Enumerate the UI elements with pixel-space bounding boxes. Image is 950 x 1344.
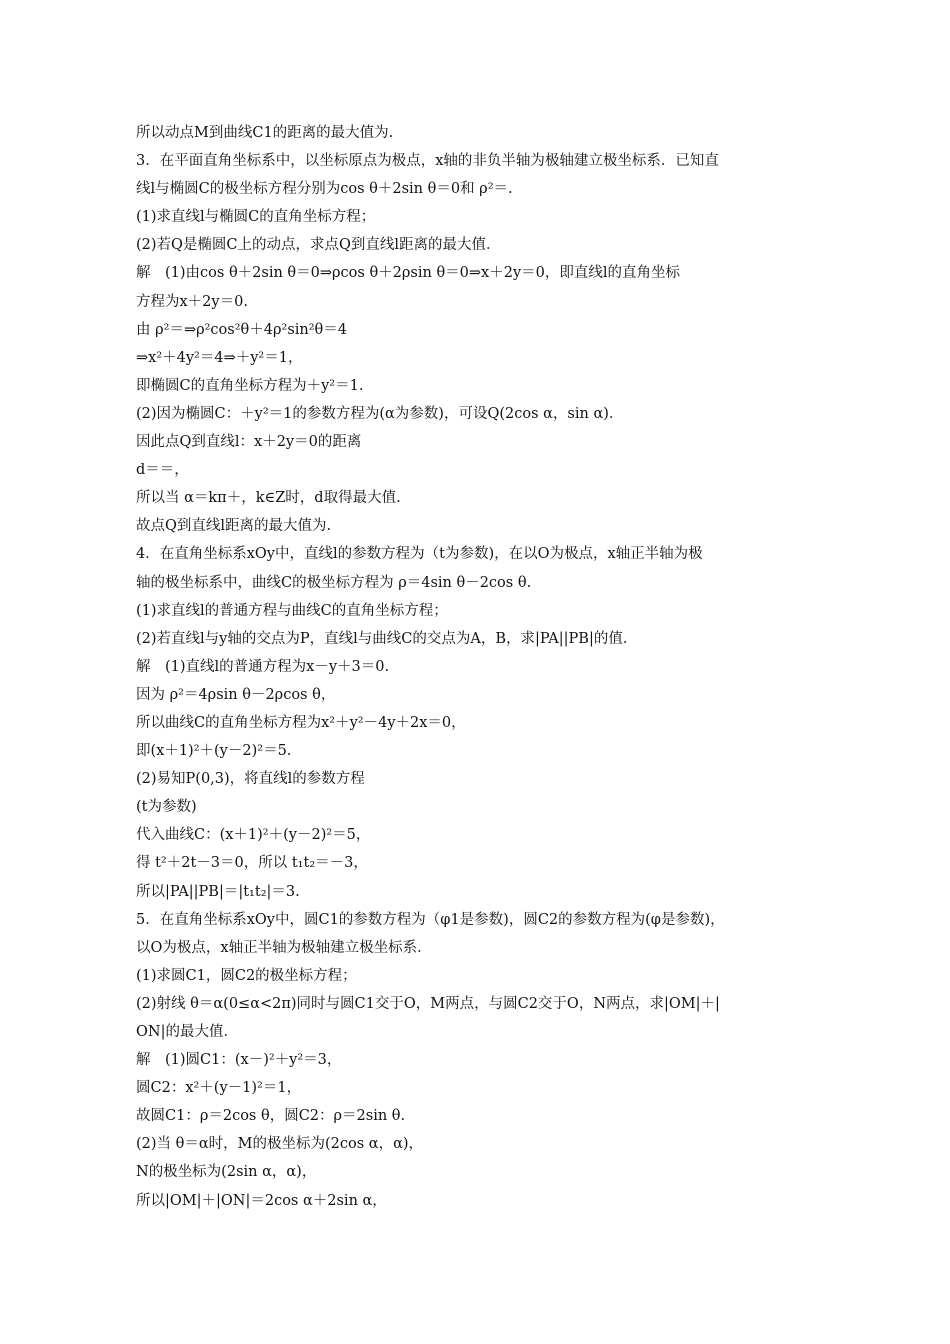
text-line: (2)当 θ＝α时，M的极坐标为(2cos α，α)， [136,1136,424,1153]
text-line: 故圆C1：ρ＝2cos θ，圆C2：ρ＝2sin θ. [136,1108,406,1125]
text-line: 所以|OM|＋|ON|＝2cos α＋2sin α， [136,1192,387,1209]
text-line: 故点Q到直线l距离的最大值为. [136,518,332,535]
text-line: 所以|PA||PB|＝|t₁t₂|＝3. [136,883,300,900]
solution-5: 解 (1)圆C1：(x－)²＋y²＝3， [136,1052,342,1069]
text-line: 代入曲线C：(x＋1)²＋(y－2)²＝5， [136,827,371,844]
text-line: 即椭圆C的直角坐标方程为＋y²＝1. [136,377,364,394]
problem-5-part-1: (1)求圆C1，圆C2的极坐标方程； [136,967,357,984]
text-line: 即(x＋1)²＋(y－2)²＝5. [136,743,292,760]
text-line: N的极坐标为(2sin α，α)， [136,1164,317,1181]
text-line: (t为参数) [136,799,197,816]
problem-4-part-2: (2)若直线l与y轴的交点为P，直线l与曲线C的交点为A，B，求|PA||PB|的值． [136,630,638,647]
text-line: (2)因为椭圆C：＋y²＝1的参数方程为(α为参数)，可设Q(2cos α，sin α)． [136,405,624,422]
problem-5-part-2: (2)射线 θ＝α(0≤α<2π)同时与圆C1交于O，M两点，与圆C2交于O，N两点，求|OM|＋| [136,995,720,1012]
problem-3-part-2: (2)若Q是椭圆C上的动点，求点Q到直线l距离的最大值． [136,237,501,254]
problem-3-statement: 3．在平面直角坐标系中，以坐标原点为极点，x轴的非负半轴为极轴建立极坐标系．已知直 [136,153,719,170]
problem-5-statement: 5．在直角坐标系xOy中，圆C1的参数方程为（φ1是参数)，圆C2的参数方程为(φ是参数)， [136,911,725,928]
text-line: 由 ρ²＝⇒ρ²cos²θ＋4ρ²sin²θ＝4 [136,321,348,338]
text-line: 轴的极坐标系中，曲线C的极坐标方程为 ρ＝4sin θ－2cos θ. [136,574,532,591]
text-line: 因此点Q到直线l：x＋2y＝0的距离 [136,434,362,451]
problem-4-part-1: (1)求直线l的普通方程与曲线C的直角坐标方程； [136,602,448,619]
problem-3-part-1: (1)求直线l与椭圆C的直角坐标方程； [136,209,376,226]
text-line: ⇒x²＋4y²＝4⇒＋y²＝1， [136,349,303,366]
document-body [136,119,836,1215]
problem-4-statement: 4．在直角坐标系xOy中，直线l的参数方程为（t为参数)，在以O为极点，x轴正半轴为极 [136,546,703,563]
text-line: 所以当 α＝kπ＋，k∈Z时，d取得最大值. [136,490,401,507]
text-line: 线l与椭圆C的极坐标方程分别为cos θ＋2sin θ＝0和 ρ²＝. [136,181,513,198]
text-line: 因为 ρ²＝4ρsin θ－2ρcos θ， [136,686,336,703]
text-line: 所以动点M到曲线C1的距离的最大值为. [136,125,394,141]
text-line: 得 t²＋2t－3＝0，所以 t₁t₂＝－3， [136,855,368,872]
text-line: (2)易知P(0,3)，将直线l的参数方程 [136,771,365,788]
text-line: 方程为x＋2y＝0. [136,293,248,310]
solution-4: 解 (1)直线l的普通方程为x－y＋3＝0. [136,658,390,675]
text-line: 以O为极点，x轴正半轴为极轴建立极坐标系． [136,939,432,956]
text-line: 所以曲线C的直角坐标方程为x²＋y²－4y＋2x＝0， [136,714,466,731]
text-line: ON|的最大值． [136,1024,238,1040]
text-line: d＝＝， [136,462,189,479]
solution-3: 解 (1)由cos θ＋2sin θ＝0⇒ρcos θ＋2ρsin θ＝0⇒x＋2y＝0，即直线l的直角坐标 [136,265,681,282]
text-line: 圆C2：x²＋(y－1)²＝1， [136,1080,302,1097]
